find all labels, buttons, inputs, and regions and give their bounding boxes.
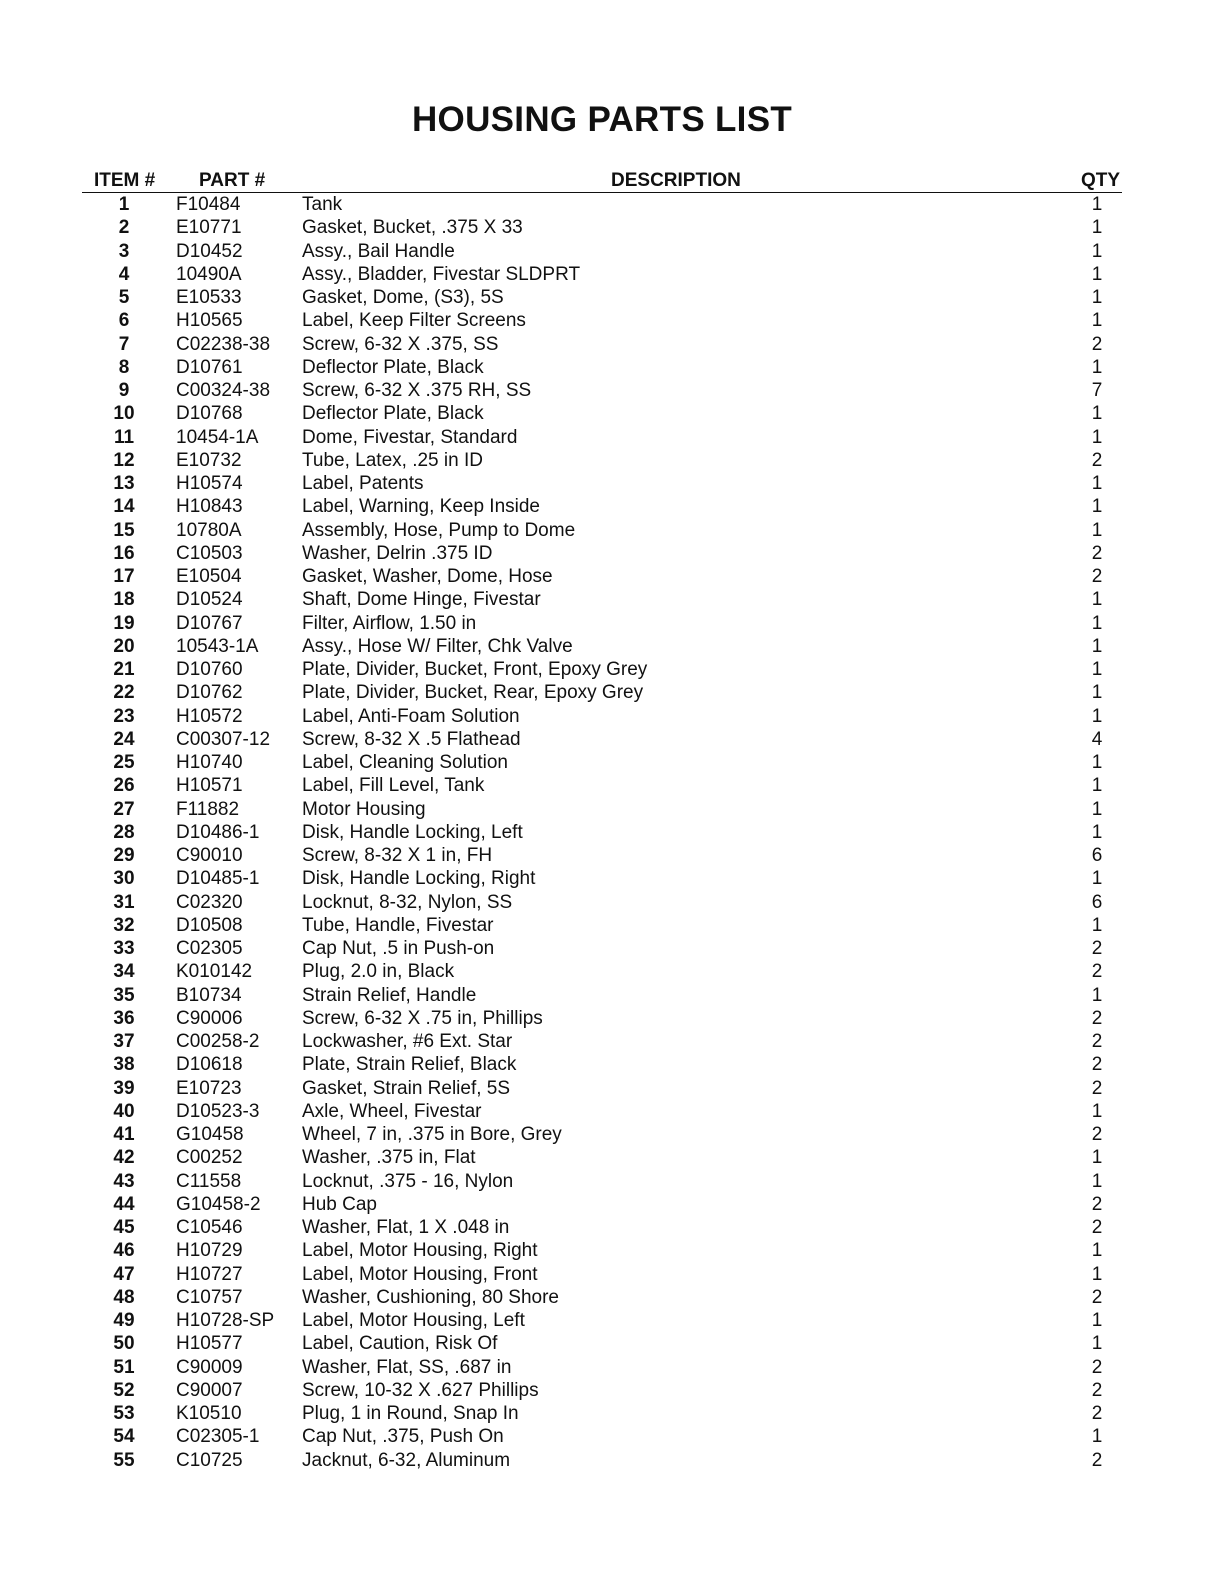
part-description: Plate, Strain Relief, Black — [302, 1054, 517, 1076]
part-quantity: 1 — [1091, 356, 1103, 378]
part-description: Cap Nut, .5 in Push-on — [302, 938, 495, 959]
part-description: Tube, Latex, .25 in ID — [302, 449, 483, 471]
item-number: 20 — [113, 635, 135, 657]
part-description: Plate, Divider, Bucket, Front, Epoxy Grey — [302, 659, 648, 680]
part-quantity: 1 — [1091, 426, 1103, 448]
part-description: Washer, Delrin .375 ID — [302, 542, 493, 564]
part-quantity: 1 — [1091, 635, 1103, 657]
table-row — [82, 216, 1122, 239]
part-description: Washer, .375 in, Flat — [302, 1147, 476, 1169]
part-number: C90006 — [176, 1007, 243, 1029]
item-number: 13 — [113, 473, 135, 494]
part-quantity: 2 — [1091, 1217, 1103, 1238]
item-number: 5 — [118, 287, 130, 308]
part-quantity: 1 — [1091, 798, 1103, 820]
part-description: Assy., Bail Handle — [302, 240, 455, 262]
table-row — [82, 1193, 1122, 1216]
header-part: PART # — [199, 170, 266, 191]
part-number: C10503 — [176, 542, 243, 564]
item-number: 46 — [113, 1240, 135, 1262]
part-description: Label, Warning, Keep Inside — [302, 496, 541, 518]
part-quantity: 1 — [1091, 914, 1103, 936]
part-number: C11558 — [176, 1170, 242, 1192]
table-row — [82, 472, 1122, 495]
item-number: 55 — [113, 1449, 135, 1471]
table-row — [82, 542, 1122, 565]
part-quantity: 4 — [1091, 728, 1103, 750]
part-number: D10452 — [176, 240, 243, 262]
part-quantity: 2 — [1091, 1077, 1103, 1099]
part-description: Washer, Flat, 1 X .048 in — [302, 1217, 510, 1238]
part-number: H10843 — [176, 496, 243, 518]
part-description: Gasket, Strain Relief, 5S — [302, 1077, 511, 1099]
part-number: C00307-12 — [176, 728, 271, 750]
part-description: Jacknut, 6-32, Aluminum — [302, 1449, 511, 1471]
part-description: Hub Cap — [302, 1193, 377, 1215]
part-number: F10484 — [176, 194, 241, 215]
table-row — [82, 798, 1122, 821]
part-quantity: 2 — [1091, 1193, 1103, 1215]
part-number: H10740 — [176, 752, 243, 773]
part-quantity: 1 — [1091, 240, 1103, 262]
table-row — [82, 426, 1122, 449]
part-description: Label, Patents — [302, 473, 424, 494]
table-row — [82, 1030, 1122, 1053]
part-number: 10780A — [176, 519, 242, 541]
part-description: Motor Housing — [302, 798, 426, 820]
part-number: C02320 — [176, 891, 243, 913]
part-number: H10571 — [176, 775, 243, 797]
table-row — [82, 309, 1122, 332]
part-quantity: 6 — [1091, 891, 1103, 913]
part-number: H10577 — [176, 1333, 243, 1355]
part-number: C90010 — [176, 845, 243, 866]
item-number: 19 — [113, 612, 135, 634]
item-number: 4 — [118, 263, 130, 285]
item-number: 17 — [113, 566, 135, 587]
part-description: Screw, 6-32 X .375, SS — [302, 333, 499, 355]
part-quantity: 1 — [1091, 496, 1103, 518]
table-row — [82, 937, 1122, 960]
part-number: 10490A — [176, 263, 242, 285]
item-number: 27 — [113, 798, 135, 820]
part-description: Deflector Plate, Black — [302, 356, 484, 378]
part-quantity: 1 — [1091, 217, 1103, 239]
item-number: 29 — [113, 845, 135, 866]
part-number: D10523-3 — [176, 1100, 260, 1122]
item-number: 18 — [113, 589, 135, 611]
item-number: 33 — [113, 938, 135, 959]
part-quantity: 2 — [1091, 1054, 1103, 1076]
part-description: Shaft, Dome Hinge, Fivestar — [302, 589, 541, 611]
part-number: H10572 — [176, 705, 243, 727]
part-number: G10458 — [176, 1124, 244, 1145]
part-quantity: 2 — [1091, 542, 1103, 564]
table-row — [82, 263, 1122, 286]
part-description: Filter, Airflow, 1.50 in — [302, 612, 477, 634]
table-row — [82, 1239, 1122, 1262]
part-number: D10486-1 — [176, 821, 260, 843]
part-description: Tube, Handle, Fivestar — [302, 914, 494, 936]
part-quantity: 2 — [1091, 1379, 1103, 1401]
part-quantity: 1 — [1091, 752, 1103, 773]
part-quantity: 2 — [1091, 1403, 1103, 1424]
item-number: 25 — [113, 752, 135, 773]
table-row — [82, 1100, 1122, 1123]
item-number: 52 — [113, 1379, 135, 1401]
item-number: 28 — [113, 821, 135, 843]
part-description: Label, Motor Housing, Right — [302, 1240, 538, 1262]
item-number: 45 — [113, 1217, 135, 1238]
part-description: Assy., Hose W/ Filter, Chk Valve — [302, 635, 573, 657]
item-number: 42 — [113, 1147, 135, 1169]
part-number: E10771 — [176, 217, 242, 239]
part-number: D10524 — [176, 589, 243, 611]
part-number: K010142 — [176, 961, 253, 983]
table-row — [82, 658, 1122, 681]
part-quantity: 1 — [1091, 1170, 1103, 1192]
part-number: 10454-1A — [176, 426, 259, 448]
item-number: 6 — [118, 310, 130, 332]
table-row — [82, 495, 1122, 518]
part-description: Label, Motor Housing, Front — [302, 1263, 538, 1285]
part-description: Screw, 8-32 X .5 Flathead — [302, 728, 521, 750]
part-quantity: 1 — [1091, 984, 1103, 1006]
part-description: Washer, Cushioning, 80 Shore — [302, 1286, 560, 1308]
part-number: C10757 — [176, 1286, 243, 1308]
table-row — [82, 565, 1122, 588]
header-item: ITEM # — [94, 170, 156, 191]
part-description: Washer, Flat, SS, .687 in — [302, 1356, 512, 1378]
table-row — [82, 1170, 1122, 1193]
table-row — [82, 588, 1122, 611]
table-row — [82, 612, 1122, 635]
item-number: 40 — [113, 1100, 135, 1122]
table-row — [82, 867, 1122, 890]
part-description: Label, Motor Housing, Left — [302, 1310, 525, 1331]
part-number: D10485-1 — [176, 868, 260, 890]
part-description: Label, Caution, Risk Of — [302, 1333, 498, 1355]
part-description: Cap Nut, .375, Push On — [302, 1426, 504, 1448]
table-row — [82, 821, 1122, 844]
item-number: 41 — [113, 1124, 135, 1145]
item-number: 14 — [113, 496, 135, 518]
table-row — [82, 960, 1122, 983]
part-number: H10574 — [176, 473, 243, 494]
table-row — [82, 1309, 1122, 1332]
table-row — [82, 1286, 1122, 1309]
part-quantity: 1 — [1091, 1100, 1103, 1122]
part-number: C00258-2 — [176, 1031, 260, 1052]
item-number: 38 — [113, 1054, 135, 1076]
part-quantity: 1 — [1091, 1263, 1103, 1285]
part-number: E10732 — [176, 449, 242, 471]
part-number: C00252 — [176, 1147, 243, 1169]
part-quantity: 1 — [1091, 519, 1103, 541]
part-number: H10727 — [176, 1263, 243, 1285]
part-quantity: 2 — [1091, 1286, 1103, 1308]
part-number: E10723 — [176, 1077, 242, 1099]
part-number: H10729 — [176, 1240, 243, 1262]
table-row — [82, 1356, 1122, 1379]
item-number: 51 — [113, 1356, 135, 1378]
table-row — [82, 449, 1122, 472]
item-number: 35 — [113, 984, 135, 1006]
part-description: Assembly, Hose, Pump to Dome — [302, 519, 576, 541]
table-row — [82, 1123, 1122, 1146]
part-number: D10508 — [176, 914, 243, 936]
part-quantity: 1 — [1091, 682, 1103, 704]
part-number: 10543-1A — [176, 635, 259, 657]
part-description: Plug, 1 in Round, Snap In — [302, 1403, 519, 1424]
part-quantity: 1 — [1091, 1240, 1103, 1262]
part-number: H10728-SP — [176, 1310, 275, 1331]
part-quantity: 1 — [1091, 1147, 1103, 1169]
item-number: 32 — [113, 914, 135, 936]
part-quantity: 1 — [1091, 589, 1103, 611]
part-number: D10762 — [176, 682, 243, 704]
table-row — [82, 1379, 1122, 1402]
table-row — [82, 1146, 1122, 1169]
part-description: Dome, Fivestar, Standard — [302, 426, 518, 448]
part-number: F11882 — [176, 798, 240, 820]
part-description: Screw, 6-32 X .75 in, Phillips — [302, 1007, 543, 1029]
part-number: E10533 — [176, 287, 242, 308]
item-number: 26 — [113, 775, 135, 797]
part-number: G10458-2 — [176, 1193, 261, 1215]
table-row — [82, 1425, 1122, 1448]
part-number: C90007 — [176, 1379, 243, 1401]
part-description: Label, Fill Level, Tank — [302, 775, 485, 797]
part-quantity: 6 — [1091, 845, 1103, 866]
table-row — [82, 1077, 1122, 1100]
item-number: 36 — [113, 1007, 135, 1029]
table-row — [82, 635, 1122, 658]
table-row — [82, 914, 1122, 937]
part-description: Plate, Divider, Bucket, Rear, Epoxy Grey — [302, 682, 644, 704]
part-quantity: 2 — [1091, 1007, 1103, 1029]
header-description: DESCRIPTION — [611, 170, 741, 191]
table-row — [82, 844, 1122, 867]
table-row — [82, 984, 1122, 1007]
part-quantity: 2 — [1091, 1449, 1103, 1471]
part-number: D10768 — [176, 403, 243, 425]
part-quantity: 1 — [1091, 287, 1103, 308]
part-description: Assy., Bladder, Fivestar SLDPRT — [302, 263, 581, 285]
part-description: Disk, Handle Locking, Right — [302, 868, 536, 890]
page-title: HOUSING PARTS LIST — [411, 100, 793, 139]
part-description: Label, Keep Filter Screens — [302, 310, 526, 332]
item-number: 48 — [113, 1286, 135, 1308]
part-quantity: 1 — [1091, 1426, 1103, 1448]
part-quantity: 1 — [1091, 868, 1103, 890]
item-number: 31 — [113, 891, 135, 913]
table-row — [82, 519, 1122, 542]
item-number: 11 — [113, 426, 135, 448]
part-quantity: 2 — [1091, 938, 1103, 959]
item-number: 47 — [113, 1263, 135, 1285]
table-row — [82, 402, 1122, 425]
table-row — [82, 379, 1122, 402]
part-description: Screw, 6-32 X .375 RH, SS — [302, 380, 532, 401]
part-description: Locknut, .375 - 16, Nylon — [302, 1170, 514, 1192]
part-description: Screw, 8-32 X 1 in, FH — [302, 845, 493, 866]
part-quantity: 1 — [1091, 473, 1103, 494]
item-number: 23 — [113, 705, 135, 727]
item-number: 16 — [113, 542, 135, 564]
header-qty: QTY — [1080, 170, 1120, 191]
part-number: E10504 — [176, 566, 242, 587]
table-row — [82, 240, 1122, 263]
item-number: 44 — [113, 1193, 135, 1215]
part-number: K10510 — [176, 1403, 242, 1424]
part-quantity: 1 — [1091, 1310, 1103, 1331]
part-quantity: 1 — [1091, 705, 1103, 727]
item-number: 37 — [113, 1031, 135, 1052]
part-description: Strain Relief, Handle — [302, 984, 477, 1006]
item-number: 10 — [113, 403, 135, 425]
item-number: 50 — [113, 1333, 135, 1355]
part-description: Lockwasher, #6 Ext. Star — [302, 1031, 513, 1052]
table-row — [82, 1216, 1122, 1239]
part-quantity: 1 — [1091, 659, 1103, 680]
table-row — [82, 728, 1122, 751]
item-number: 39 — [113, 1077, 135, 1099]
part-quantity: 2 — [1091, 1124, 1103, 1145]
item-number: 8 — [118, 356, 130, 378]
table-row — [82, 1053, 1122, 1076]
table-row — [82, 1007, 1122, 1030]
part-quantity: 1 — [1091, 775, 1103, 797]
part-quantity: 1 — [1091, 821, 1103, 843]
item-number: 9 — [118, 380, 130, 401]
table-row — [82, 774, 1122, 797]
part-description: Deflector Plate, Black — [302, 403, 484, 425]
part-number: C90009 — [176, 1356, 243, 1378]
part-description: Gasket, Dome, (S3), 5S — [302, 287, 504, 308]
part-description: Gasket, Bucket, .375 X 33 — [302, 217, 523, 239]
part-number: C10546 — [176, 1217, 243, 1238]
part-description: Wheel, 7 in, .375 in Bore, Grey — [302, 1124, 562, 1145]
part-quantity: 1 — [1091, 403, 1103, 425]
part-quantity: 7 — [1091, 380, 1103, 401]
part-quantity: 1 — [1091, 263, 1103, 285]
part-number: C02305-1 — [176, 1426, 260, 1448]
part-quantity: 2 — [1091, 1031, 1103, 1052]
part-number: C02238-38 — [176, 333, 271, 355]
part-number: B10734 — [176, 984, 242, 1006]
table-header — [82, 170, 1122, 193]
part-quantity: 2 — [1091, 566, 1103, 587]
table-row — [82, 891, 1122, 914]
part-number: D10761 — [176, 356, 243, 378]
part-number: D10760 — [176, 659, 243, 680]
table-row — [82, 681, 1122, 704]
item-number: 43 — [113, 1170, 135, 1192]
part-description: Locknut, 8-32, Nylon, SS — [302, 891, 513, 913]
part-quantity: 1 — [1091, 1333, 1103, 1355]
part-description: Disk, Handle Locking, Left — [302, 821, 523, 843]
part-description: Gasket, Washer, Dome, Hose — [302, 566, 553, 587]
item-number: 12 — [113, 449, 135, 471]
part-description: Axle, Wheel, Fivestar — [302, 1100, 482, 1122]
part-quantity: 2 — [1091, 333, 1103, 355]
table-row — [82, 286, 1122, 309]
item-number: 34 — [113, 961, 135, 983]
item-number: 15 — [113, 519, 135, 541]
table-row — [82, 1449, 1122, 1472]
item-number: 7 — [118, 333, 130, 355]
table-row — [82, 356, 1122, 379]
parts-table-body — [82, 193, 1122, 1472]
part-quantity: 1 — [1091, 310, 1103, 332]
table-row — [82, 751, 1122, 774]
item-number: 24 — [113, 728, 135, 750]
item-number: 22 — [113, 682, 135, 704]
part-description: Plug, 2.0 in, Black — [302, 961, 455, 983]
item-number: 49 — [113, 1310, 135, 1331]
part-description: Screw, 10-32 X .627 Phillips — [302, 1379, 539, 1401]
part-number: D10767 — [176, 612, 243, 634]
part-number: C10725 — [176, 1449, 243, 1471]
table-row — [82, 1332, 1122, 1355]
part-number: H10565 — [176, 310, 243, 332]
item-number: 53 — [113, 1403, 135, 1424]
item-number: 3 — [118, 240, 130, 262]
table-row — [82, 193, 1122, 216]
part-quantity: 2 — [1091, 449, 1103, 471]
table-row — [82, 705, 1122, 728]
part-number: C00324-38 — [176, 380, 271, 401]
item-number: 21 — [113, 659, 135, 680]
table-row — [82, 333, 1122, 356]
item-number: 2 — [118, 217, 130, 239]
part-quantity: 1 — [1091, 194, 1103, 215]
table-row — [82, 1402, 1122, 1425]
part-number: C02305 — [176, 938, 243, 959]
part-description: Label, Cleaning Solution — [302, 752, 508, 773]
part-description: Tank — [302, 194, 343, 215]
part-number: D10618 — [176, 1054, 243, 1076]
item-number: 1 — [118, 194, 130, 215]
part-quantity: 2 — [1091, 1356, 1103, 1378]
table-row — [82, 1263, 1122, 1286]
part-quantity: 2 — [1091, 961, 1103, 983]
item-number: 54 — [113, 1426, 135, 1448]
part-description: Label, Anti-Foam Solution — [302, 705, 520, 727]
part-quantity: 1 — [1091, 612, 1103, 634]
item-number: 30 — [113, 868, 135, 890]
